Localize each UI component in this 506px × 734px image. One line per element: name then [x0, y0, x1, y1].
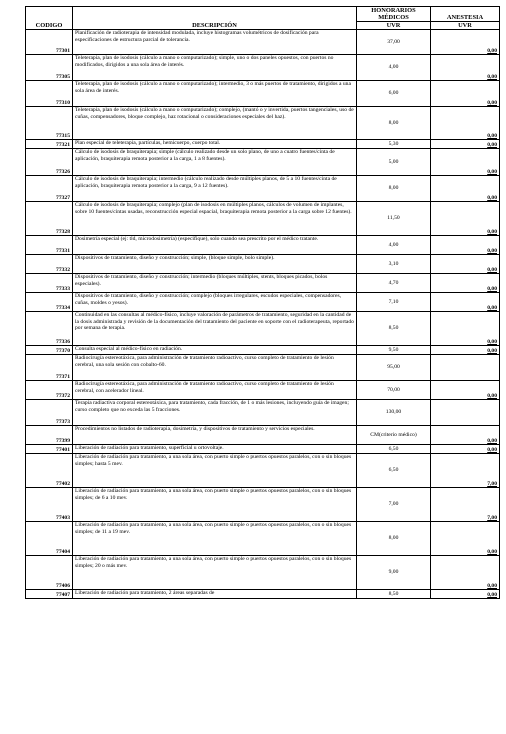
table-row: [26, 202, 500, 236]
row-code: 77371: [26, 355, 73, 381]
anestesia-value: 0,00: [487, 266, 497, 273]
table-row: [26, 149, 500, 176]
row-uvr-anestesia: [431, 140, 500, 149]
header-codigo: CODIGO: [26, 7, 73, 30]
table-row: [26, 55, 500, 81]
row-uvr-honorarios: 6,50: [357, 454, 431, 488]
anestesia-value: 0,00: [487, 141, 497, 148]
anestesia-value: 0,00: [487, 99, 497, 106]
row-description: Liberación de radiación para tratamiento, a una sola área, con puerto simple o puertos opuestos paralelos, con o sin bloques simples; de 6 a 10 mev.: [73, 488, 357, 522]
row-description: Terapia radiactiva corporal estereotáxica, para tratamiento, cada fracción, de 1 o más lesiones, incluyendo guía de imagen; curso completo que no exceda las 5 fracciones.: [73, 400, 357, 426]
row-uvr-anestesia: [431, 149, 500, 176]
row-uvr-honorarios: 5,30: [357, 140, 431, 149]
row-uvr-honorarios: 9,00: [357, 556, 431, 590]
row-uvr-honorarios: CM(criterio médico): [357, 426, 431, 445]
row-uvr-anestesia: [431, 488, 500, 522]
row-uvr-anestesia: [431, 590, 500, 599]
row-code: 77334: [26, 293, 73, 312]
row-uvr-anestesia: [431, 426, 500, 445]
row-code: 77310: [26, 81, 73, 107]
row-uvr-honorarios: 70,00: [357, 381, 431, 400]
row-description: Cálculo de isodosis de braquiterapia; complejo (plan de isodosis en múltiples planos, cálculos de volumen de implantes, sobre 10 fuentes/cintas usadas, reconstrucción especial espacial, braquiterapia remota posterior a la carga sobre 12 fuentes).: [73, 202, 357, 236]
row-code: 77407: [26, 590, 73, 599]
row-code: 77301: [26, 30, 73, 55]
row-code: 77403: [26, 488, 73, 522]
table-row: [26, 312, 500, 346]
anestesia-value: 0,00: [487, 591, 497, 598]
row-uvr-anestesia: [431, 202, 500, 236]
anestesia-value: 0,00: [487, 582, 497, 589]
anestesia-value: 0,00: [487, 194, 497, 201]
row-uvr-honorarios: 8,50: [357, 590, 431, 599]
row-description: Procedimientos no listados de radioterapia, dosimetría, y dispositivos de tratamiento y servicios especiales.: [73, 426, 357, 445]
row-uvr-anestesia: [431, 236, 500, 255]
row-uvr-anestesia: [431, 293, 500, 312]
anestesia-value: 0,00: [487, 47, 497, 54]
tariff-table: [25, 6, 500, 599]
row-code: 77402: [26, 454, 73, 488]
row-code: 77327: [26, 176, 73, 202]
table-row: [26, 381, 500, 400]
row-description: Teleterapia, plan de isodosis (cálculo a mano o computarizado); intermedio, 3 o más puertos de tratamiento, dirigidos a una sola área de interés.: [73, 81, 357, 107]
row-code: 77370: [26, 346, 73, 355]
row-uvr-honorarios: 8,00: [357, 107, 431, 140]
table-row: [26, 81, 500, 107]
anestesia-value: 0,00: [487, 132, 497, 139]
row-code: 77406: [26, 556, 73, 590]
table-row: [26, 590, 500, 599]
row-uvr-anestesia: [431, 30, 500, 55]
row-uvr-honorarios: 7,00: [357, 488, 431, 522]
row-uvr-anestesia: [431, 445, 500, 454]
row-uvr-honorarios: 6,50: [357, 445, 431, 454]
header-uvr-honorarios: UVR: [357, 22, 431, 30]
row-code: 77305: [26, 55, 73, 81]
table-row: [26, 176, 500, 202]
row-code: 77373: [26, 400, 73, 426]
row-description: Continuidad en las consultas al médico-físico, incluye valoración de parámetros de tratamiento, seguridad en la cantidad de la dosis administrada y revisión de la documentación del tratamiento del paciente en soporte con el radioterapeuta, reportado por semana de terapia.: [73, 312, 357, 346]
row-uvr-honorarios: 4,70: [357, 274, 431, 293]
row-description: Liberación de radiación para tratamiento, a una sola área, con puerto simple o puertos opuestos paralelos, con o sin bloques simples; 20 o más mev.: [73, 556, 357, 590]
anestesia-value: 0,00: [487, 347, 497, 354]
table-row: [26, 30, 500, 55]
row-code: 77399: [26, 426, 73, 445]
row-uvr-honorarios: 6,00: [357, 81, 431, 107]
anestesia-value: 0,00: [487, 247, 497, 254]
anestesia-value: 0,00: [487, 304, 497, 311]
row-description: Cálculo de isodosis de braquiterapia; simple (cálculo realizado desde un solo plano, de uno a cuatro fuentes/cinta de aplicación, braquiterapia remota posterior a la carga, 1 a 8 fuentes).: [73, 149, 357, 176]
row-description: Liberación de radiación para tratamiento, a una sola área, con puerto simple o puertos opuestos paralelos, con o sin bloques simples; de 11 a 19 mev.: [73, 522, 357, 556]
table-row: [26, 488, 500, 522]
row-uvr-honorarios: 95,00: [357, 355, 431, 381]
row-code: 77401: [26, 445, 73, 454]
row-code: 77404: [26, 522, 73, 556]
table-row: [26, 426, 500, 445]
row-description: Dispositivos de tratamiento, diseño y construcción; complejo (bloques irregulares, escudos especiales, compensadores, cuñas, moldes o yesos).: [73, 293, 357, 312]
row-uvr-anestesia: [431, 81, 500, 107]
row-description: Liberación de radiación para tratamiento, 2 áreas separadas de: [73, 590, 357, 599]
row-code: 77315: [26, 107, 73, 140]
row-description: Plan especial de teleterapia, partículas, hemicuerpo, cuerpo total.: [73, 140, 357, 149]
row-uvr-honorarios: 130,00: [357, 400, 431, 426]
header-anestesia: ANESTESIA: [431, 7, 500, 22]
row-uvr-honorarios: 9,50: [357, 346, 431, 355]
row-uvr-honorarios: 5,00: [357, 149, 431, 176]
header-honorarios: HONORARIOS MÉDICOS: [357, 7, 431, 22]
row-uvr-anestesia: [431, 107, 500, 140]
anestesia-value: 0,00: [487, 285, 497, 292]
table-row: [26, 107, 500, 140]
row-uvr-anestesia: [431, 255, 500, 274]
row-code: 77321: [26, 140, 73, 149]
anestesia-value: 0,00: [487, 392, 497, 399]
row-uvr-anestesia: [431, 176, 500, 202]
anestesia-value: 0,00: [487, 73, 497, 80]
table-row: [26, 346, 500, 355]
row-code: 77336: [26, 312, 73, 346]
row-uvr-anestesia: [431, 522, 500, 556]
row-uvr-honorarios: 37,00: [357, 30, 431, 55]
table-row: [26, 556, 500, 590]
table-row: [26, 454, 500, 488]
anestesia-value: 0,00: [487, 446, 497, 453]
table-row: [26, 293, 500, 312]
row-uvr-anestesia: [431, 55, 500, 81]
table-row: [26, 400, 500, 426]
row-uvr-honorarios: 8,00: [357, 522, 431, 556]
table-row: [26, 522, 500, 556]
row-code: 77332: [26, 255, 73, 274]
anestesia-value: 7,00: [487, 480, 497, 487]
table-row: [26, 236, 500, 255]
row-uvr-honorarios: 11,50: [357, 202, 431, 236]
row-uvr-honorarios: 3,10: [357, 255, 431, 274]
row-code: 77326: [26, 149, 73, 176]
header-descripcion: DESCRIPCIÓN: [73, 7, 357, 30]
row-description: Teleterapia, plan de isodosis (cálculo a mano o computarizado); complejo, (mantó o y invertida, puertos tangenciales, uso de cuñas, compensadores, bloque complejo, haz rotacional o consideraciones especiales del haz).: [73, 107, 357, 140]
row-uvr-anestesia: [431, 274, 500, 293]
row-description: Dispositivos de tratamiento, diseño y construcción; simple, (bloque simple, bolo simple).: [73, 255, 357, 274]
row-description: Liberación de radiación para tratamiento, superficial u ortovoltaje.: [73, 445, 357, 454]
row-description: Radiocirugía estereotáxica, para administración de tratamiento radioactivo, curso completo de tratamiento de lesión cerebral, una sola sesión con cobalto-60.: [73, 355, 357, 381]
row-code: 77333: [26, 274, 73, 293]
row-uvr-anestesia: [431, 556, 500, 590]
table-body: [26, 30, 500, 599]
row-uvr-honorarios: 4,00: [357, 236, 431, 255]
row-description: Liberación de radiación para tratamiento, a una sola área, con puerto simple o puertos opuestos paralelos, con o sin bloques simples; hasta 5 mev.: [73, 454, 357, 488]
anestesia-value: 0,00: [487, 548, 497, 555]
row-description: Dispositivos de tratamiento, diseño y construcción; intermedio (bloques múltiples, stents, bloques picados, bolos especiales).: [73, 274, 357, 293]
row-code: 77328: [26, 202, 73, 236]
row-code: 77331: [26, 236, 73, 255]
table-row: [26, 255, 500, 274]
row-code: 77372: [26, 381, 73, 400]
row-description: Planificación de radioterapia de intensidad modulada, incluye histogramas volumétricos de dosificación para especificaciones de estructura parcial de tolerancia.: [73, 30, 357, 55]
row-uvr-honorarios: 4,00: [357, 55, 431, 81]
row-uvr-anestesia: [431, 400, 500, 426]
row-description: Consulta especial al médico-físico en radiación.: [73, 346, 357, 355]
row-uvr-honorarios: 8,00: [357, 176, 431, 202]
row-uvr-anestesia: [431, 346, 500, 355]
anestesia-value: 0,00: [487, 168, 497, 175]
row-description: Teleterapia, plan de isodosis (cálculo a mano o computarizado); simple, uno o dos paneles opuestos, con puertos no modificados, dirigidos a una sola área de interés.: [73, 55, 357, 81]
row-uvr-anestesia: [431, 312, 500, 346]
row-uvr-anestesia: [431, 454, 500, 488]
row-uvr-honorarios: 7,10: [357, 293, 431, 312]
header-uvr-anestesia: UVR: [431, 22, 500, 30]
table-row: [26, 140, 500, 149]
anestesia-value: 0,00: [487, 437, 497, 444]
row-uvr-anestesia: [431, 381, 500, 400]
row-uvr-honorarios: 8,50: [357, 312, 431, 346]
row-description: Cálculo de isodosis de braquiterapia; intermedio (cálculo realizado desde múltiples planos, de 5 a 10 fuentes/cinta de aplicación, braquiterapia remota posterior a la carga, 9 a 12 fuentes).: [73, 176, 357, 202]
anestesia-value: 7,00: [487, 514, 497, 521]
table-row: [26, 445, 500, 454]
row-description: Radiocirugía estereotáxica, para administración de tratamiento radioactivo, curso completo de tratamiento de lesión cerebral, con acelerador lineal.: [73, 381, 357, 400]
anestesia-value: 0,00: [487, 338, 497, 345]
row-description: Dosimetría especial (ej: tld, microdosimetría) (especifique), solo cuando sea prescrito por el médico tratante.: [73, 236, 357, 255]
table-row: [26, 355, 500, 381]
table-row: [26, 274, 500, 293]
row-uvr-anestesia: [431, 355, 500, 381]
anestesia-value: 0,00: [487, 228, 497, 235]
